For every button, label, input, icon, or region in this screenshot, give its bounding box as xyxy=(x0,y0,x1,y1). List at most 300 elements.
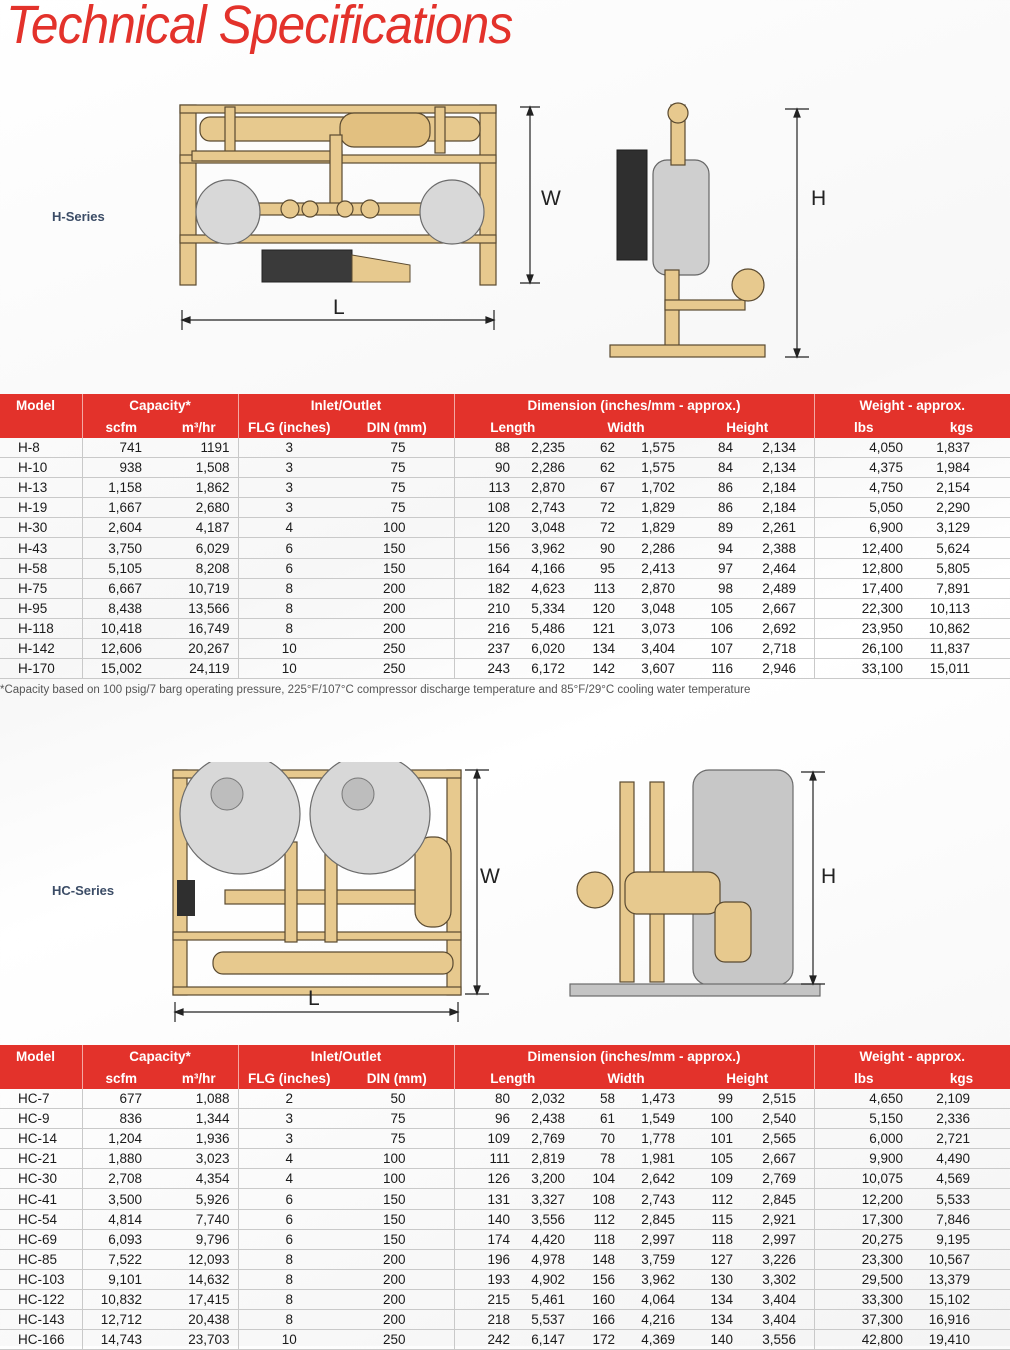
h-header-length: Length xyxy=(454,416,571,438)
h-length-label: L xyxy=(333,296,345,319)
table-cell: 20,438 xyxy=(188,1312,230,1328)
table-cell: 12,800 xyxy=(814,558,913,578)
h-header-lbs: lbs xyxy=(814,416,913,438)
table-row xyxy=(0,1249,1010,1269)
table-cell: 3,302 xyxy=(762,1271,796,1287)
table-cell: H-13 xyxy=(18,480,48,496)
table-cell: 156 xyxy=(454,538,516,558)
hc-header-weight: Weight - approx. xyxy=(814,1045,1010,1067)
table-cell: 250 xyxy=(382,640,406,656)
table-cell: HC-7 xyxy=(18,1091,50,1107)
table-cell: 70 xyxy=(599,1131,615,1147)
table-cell: 2,870 xyxy=(641,580,675,596)
table-cell: 33,100 xyxy=(814,659,913,679)
table-cell: 86 xyxy=(717,480,733,496)
table-cell: 150 xyxy=(382,1191,406,1207)
table-cell: HC-41 xyxy=(18,1191,58,1207)
table-cell: HC-30 xyxy=(18,1171,58,1187)
table-cell: 250 xyxy=(382,661,406,677)
table-cell: 12,712 xyxy=(82,1310,160,1330)
table-cell: 127 xyxy=(710,1251,733,1267)
table-row xyxy=(0,518,1010,538)
table-cell: 3 xyxy=(238,478,340,498)
table-cell: 3,500 xyxy=(82,1189,160,1209)
table-cell: HC-9 xyxy=(18,1111,50,1127)
table-cell: 2,743 xyxy=(531,500,565,516)
table-cell: 12,200 xyxy=(814,1189,913,1209)
table-cell: 200 xyxy=(382,600,406,616)
hc-header-inlet: Inlet/Outlet xyxy=(238,1045,454,1067)
table-row xyxy=(0,1089,1010,1109)
table-cell: 109 xyxy=(454,1129,516,1149)
table-cell: H-19 xyxy=(18,500,48,516)
table-cell: 7,522 xyxy=(82,1249,160,1269)
table-cell: 2,769 xyxy=(762,1171,796,1187)
table-cell: 115 xyxy=(711,1211,733,1227)
table-cell: 7,846 xyxy=(936,1211,970,1227)
table-row xyxy=(0,1129,1010,1149)
h-header-din: DIN (mm) xyxy=(366,419,427,435)
table-cell: 2,515 xyxy=(762,1091,796,1107)
table-cell: 75 xyxy=(390,500,406,516)
table-cell: H-30 xyxy=(18,520,48,536)
h-series-side-diagram xyxy=(605,95,820,365)
table-cell: 2,819 xyxy=(531,1151,565,1167)
hc-series-front-diagram xyxy=(165,762,490,1024)
table-cell: 1,344 xyxy=(195,1111,230,1127)
table-cell: 200 xyxy=(382,620,406,636)
table-cell: 10,418 xyxy=(82,618,160,638)
table-cell: 9,195 xyxy=(936,1231,970,1247)
table-cell: 12,093 xyxy=(188,1251,230,1267)
table-cell: 118 xyxy=(593,1231,615,1247)
h-width-label: W xyxy=(541,187,561,210)
table-cell: 2,286 xyxy=(641,540,675,556)
table-row xyxy=(0,438,1010,458)
table-cell: 99 xyxy=(717,1091,733,1107)
table-cell: 164 xyxy=(454,558,516,578)
table-cell: 2 xyxy=(238,1089,340,1109)
table-cell: 62 xyxy=(599,460,615,476)
table-cell: 9,900 xyxy=(814,1149,913,1169)
table-cell: H-10 xyxy=(18,460,48,476)
table-cell: H-142 xyxy=(18,640,55,656)
table-cell: 58 xyxy=(599,1091,615,1107)
table-cell: HC-166 xyxy=(18,1332,65,1348)
table-cell: 5,624 xyxy=(936,540,970,556)
table-cell: 12,400 xyxy=(814,538,913,558)
table-cell: 42,800 xyxy=(814,1330,913,1350)
hc-header-width: Width xyxy=(607,1070,645,1086)
table-cell: 20,267 xyxy=(188,640,230,656)
capacity-footnote: *Capacity based on 100 psig/7 barg operating pressure, 225°F/107°C compressor discharge temperature and 85°F/29°C cooling water temperature xyxy=(0,684,751,696)
h-header-height: Height xyxy=(726,419,769,435)
table-cell: 200 xyxy=(382,580,406,596)
table-cell: 104 xyxy=(592,1171,615,1187)
table-cell: 97 xyxy=(717,560,733,576)
table-cell: 5,926 xyxy=(195,1191,230,1207)
table-cell: 6,020 xyxy=(531,640,565,656)
table-cell: 5,805 xyxy=(936,560,970,576)
table-cell: 2,870 xyxy=(531,480,565,496)
h-series-front-diagram xyxy=(170,95,540,335)
table-cell: 5,105 xyxy=(82,558,160,578)
table-cell: 17,400 xyxy=(814,578,913,598)
table-cell: 2,154 xyxy=(936,480,970,496)
table-cell: 150 xyxy=(382,1211,406,1227)
table-cell: 100 xyxy=(382,1151,406,1167)
table-cell: 4 xyxy=(238,1169,340,1189)
table-cell: 10,719 xyxy=(188,580,230,596)
table-cell: 118 xyxy=(711,1231,733,1247)
table-cell: 3,759 xyxy=(641,1251,675,1267)
table-cell: 9,796 xyxy=(195,1231,230,1247)
table-cell: 62 xyxy=(599,440,615,456)
table-cell: 3 xyxy=(238,438,340,458)
table-cell: 2,845 xyxy=(762,1191,796,1207)
table-cell: 10,567 xyxy=(928,1251,970,1267)
table-cell: 3,962 xyxy=(531,540,565,556)
table-cell: 4,354 xyxy=(195,1171,230,1187)
table-row xyxy=(0,498,1010,518)
table-cell: 75 xyxy=(390,460,406,476)
table-cell: 108 xyxy=(592,1191,615,1207)
table-cell: 17,300 xyxy=(814,1209,913,1229)
table-cell: 15,102 xyxy=(928,1291,970,1307)
table-cell: 7,891 xyxy=(936,580,970,596)
table-cell: 4,978 xyxy=(531,1251,565,1267)
table-cell: 120 xyxy=(592,600,615,616)
table-cell: 15,002 xyxy=(82,659,160,679)
table-cell: 100 xyxy=(382,1171,406,1187)
table-cell: 4,420 xyxy=(531,1231,565,1247)
table-cell: 2,708 xyxy=(82,1169,160,1189)
table-cell: 2,413 xyxy=(641,560,675,576)
table-cell: 3,962 xyxy=(641,1271,675,1287)
table-row xyxy=(0,578,1010,598)
hc-height-label: H xyxy=(821,865,837,888)
table-row xyxy=(0,1209,1010,1229)
table-cell: 6,900 xyxy=(814,518,913,538)
table-cell: HC-122 xyxy=(18,1291,65,1307)
table-cell: 1,204 xyxy=(82,1129,160,1149)
table-cell: 2,743 xyxy=(641,1191,675,1207)
table-cell: 1,667 xyxy=(82,498,160,518)
table-cell: 1,829 xyxy=(641,520,675,536)
table-cell: HC-69 xyxy=(18,1231,58,1247)
table-cell: 2,565 xyxy=(762,1131,796,1147)
table-cell: 1,549 xyxy=(641,1111,675,1127)
table-row xyxy=(0,618,1010,638)
table-row xyxy=(0,558,1010,578)
table-cell: 13,566 xyxy=(188,600,230,616)
table-row xyxy=(0,1149,1010,1169)
table-cell: 78 xyxy=(599,1151,615,1167)
table-cell: 6 xyxy=(238,1229,340,1249)
table-cell: 1,575 xyxy=(641,440,675,456)
table-cell: 3,404 xyxy=(762,1312,796,1328)
h-header-flg: FLG (inches) xyxy=(238,416,340,438)
table-cell: 84 xyxy=(717,440,733,456)
table-cell: 3,327 xyxy=(531,1191,565,1207)
table-cell: HC-103 xyxy=(18,1271,65,1287)
table-cell: 1,158 xyxy=(82,478,160,498)
table-row xyxy=(0,1330,1010,1350)
table-cell: 210 xyxy=(454,598,516,618)
table-cell: 10,832 xyxy=(82,1289,160,1309)
table-cell: 72 xyxy=(599,520,615,536)
table-cell: 96 xyxy=(454,1109,516,1129)
table-cell: 75 xyxy=(390,1111,406,1127)
table-cell: 109 xyxy=(710,1171,733,1187)
table-cell: 1,702 xyxy=(641,480,675,496)
table-cell: 200 xyxy=(382,1271,406,1287)
table-cell: H-43 xyxy=(18,540,48,556)
table-cell: 108 xyxy=(454,498,516,518)
table-cell: 2,667 xyxy=(762,1151,796,1167)
table-cell: 836 xyxy=(82,1109,160,1129)
table-cell: 26,100 xyxy=(814,638,913,658)
table-cell: 131 xyxy=(454,1189,516,1209)
table-cell: 16,749 xyxy=(188,620,230,636)
table-cell: 50 xyxy=(390,1091,406,1107)
table-cell: 3 xyxy=(238,1129,340,1149)
table-row xyxy=(0,538,1010,558)
table-cell: 116 xyxy=(711,661,733,677)
h-header-capacity: Capacity* xyxy=(82,394,238,416)
table-cell: 3,023 xyxy=(195,1151,230,1167)
table-cell: 3,556 xyxy=(531,1211,565,1227)
table-cell: 1,473 xyxy=(641,1091,675,1107)
hc-header-capacity: Capacity* xyxy=(82,1045,238,1067)
table-cell: 19,410 xyxy=(928,1332,970,1348)
table-cell: 3,200 xyxy=(531,1171,565,1187)
table-cell: 9,101 xyxy=(82,1269,160,1289)
table-cell: 15,011 xyxy=(929,661,970,677)
table-cell: 2,769 xyxy=(531,1131,565,1147)
table-cell: 8 xyxy=(238,1269,340,1289)
table-row xyxy=(0,458,1010,478)
hc-header-height: Height xyxy=(726,1070,769,1086)
table-cell: 10,862 xyxy=(928,620,970,636)
table-cell: 4,902 xyxy=(531,1271,565,1287)
table-cell: 8 xyxy=(238,1289,340,1309)
table-cell: 33,300 xyxy=(814,1289,913,1309)
h-header-width: Width xyxy=(607,419,645,435)
table-cell: H-170 xyxy=(18,661,55,677)
table-cell: 938 xyxy=(82,458,160,478)
table-cell: 2,921 xyxy=(762,1211,796,1227)
table-cell: 196 xyxy=(454,1249,516,1269)
table-cell: 3,073 xyxy=(641,620,675,636)
table-cell: 5,150 xyxy=(814,1109,913,1129)
h-header-weight: Weight - approx. xyxy=(814,394,1010,416)
hc-header-length: Length xyxy=(454,1067,571,1089)
table-cell: 3,226 xyxy=(762,1251,796,1267)
table-cell: 75 xyxy=(390,480,406,496)
table-cell: H-58 xyxy=(18,560,48,576)
table-cell: 13,379 xyxy=(928,1271,970,1287)
table-cell: 95 xyxy=(599,560,615,576)
table-cell: HC-21 xyxy=(18,1151,58,1167)
table-cell: 243 xyxy=(454,659,516,679)
table-row xyxy=(0,1229,1010,1249)
table-cell: 250 xyxy=(382,1332,406,1348)
table-cell: 2,667 xyxy=(762,600,796,616)
table-cell: 10,075 xyxy=(814,1169,913,1189)
table-cell: 2,540 xyxy=(762,1111,796,1127)
table-cell: 121 xyxy=(592,620,615,636)
table-cell: 2,680 xyxy=(195,500,230,516)
table-cell: 5,334 xyxy=(531,600,565,616)
table-cell: 150 xyxy=(382,560,406,576)
table-cell: 200 xyxy=(382,1312,406,1328)
table-cell: 3,048 xyxy=(531,520,565,536)
table-cell: 6 xyxy=(238,1209,340,1229)
table-cell: 8,208 xyxy=(195,560,230,576)
table-cell: 8 xyxy=(238,618,340,638)
table-cell: 2,845 xyxy=(641,1211,675,1227)
table-cell: 8,438 xyxy=(82,598,160,618)
table-cell: 4,050 xyxy=(814,438,913,458)
table-row xyxy=(0,1109,1010,1129)
table-cell: 100 xyxy=(382,520,406,536)
table-cell: 112 xyxy=(593,1211,615,1227)
table-cell: 2,286 xyxy=(531,460,565,476)
table-cell: HC-85 xyxy=(18,1251,58,1267)
table-cell: 166 xyxy=(592,1312,615,1328)
table-cell: 1,880 xyxy=(82,1149,160,1169)
table-cell: 2,134 xyxy=(762,460,796,476)
hc-header-model: Model xyxy=(16,1048,55,1064)
table-cell: 10 xyxy=(238,638,340,658)
table-cell: 23,300 xyxy=(814,1249,913,1269)
table-cell: 89 xyxy=(717,520,733,536)
table-cell: 2,438 xyxy=(531,1111,565,1127)
table-row xyxy=(0,638,1010,658)
table-cell: 14,743 xyxy=(82,1330,160,1350)
table-cell: 6,667 xyxy=(82,578,160,598)
table-cell: 3,607 xyxy=(641,661,675,677)
table-cell: 111 xyxy=(454,1149,516,1169)
table-cell: 75 xyxy=(390,440,406,456)
table-cell: 156 xyxy=(592,1271,615,1287)
table-cell: 29,500 xyxy=(814,1269,913,1289)
table-cell: 6,093 xyxy=(82,1229,160,1249)
table-cell: 75 xyxy=(390,1131,406,1147)
table-cell: 112 xyxy=(711,1191,733,1207)
h-series-spec-table xyxy=(0,394,1010,679)
table-cell: 2,388 xyxy=(762,540,796,556)
table-cell: HC-14 xyxy=(18,1131,58,1147)
h-header-scfm: scfm xyxy=(82,416,160,438)
table-cell: 134 xyxy=(710,1291,733,1307)
table-cell: 2,692 xyxy=(762,620,796,636)
table-cell: 4,187 xyxy=(195,520,230,536)
h-header-model: Model xyxy=(16,397,55,413)
table-cell: 2,290 xyxy=(936,500,970,516)
h-height-label: H xyxy=(811,187,827,210)
hc-header-kgs: kgs xyxy=(949,1070,974,1086)
table-row xyxy=(0,1289,1010,1309)
table-cell: 4 xyxy=(238,518,340,538)
table-cell: 8 xyxy=(238,578,340,598)
table-row xyxy=(0,1189,1010,1209)
table-cell: 113 xyxy=(593,580,615,596)
table-cell: 113 xyxy=(454,478,516,498)
table-cell: 130 xyxy=(710,1271,733,1287)
table-cell: 2,184 xyxy=(762,480,796,496)
table-cell: 237 xyxy=(454,638,516,658)
table-cell: 2,261 xyxy=(762,520,796,536)
table-cell: 3,048 xyxy=(641,600,675,616)
table-cell: 37,300 xyxy=(814,1310,913,1330)
table-cell: 3,129 xyxy=(936,520,970,536)
table-cell: 2,489 xyxy=(762,580,796,596)
table-cell: 20,275 xyxy=(814,1229,913,1249)
table-cell: 6 xyxy=(238,558,340,578)
table-cell: 4,166 xyxy=(531,560,565,576)
table-cell: 1,981 xyxy=(641,1151,675,1167)
table-cell: 1,829 xyxy=(641,500,675,516)
table-cell: 6 xyxy=(238,1189,340,1209)
table-cell: 2,464 xyxy=(762,560,796,576)
table-cell: H-95 xyxy=(18,600,48,616)
table-cell: 3 xyxy=(238,1109,340,1129)
table-cell: H-8 xyxy=(18,440,40,456)
table-cell: 90 xyxy=(599,540,615,556)
table-cell: 6,029 xyxy=(195,540,230,556)
table-cell: 2,718 xyxy=(762,640,796,656)
hc-header-lbs: lbs xyxy=(814,1067,913,1089)
table-cell: 100 xyxy=(710,1111,733,1127)
table-cell: 5,537 xyxy=(531,1312,565,1328)
table-cell: 1,778 xyxy=(641,1131,675,1147)
table-cell: HC-143 xyxy=(18,1312,65,1328)
table-cell: 4,750 xyxy=(814,478,913,498)
table-cell: 98 xyxy=(717,580,733,596)
table-cell: 16,916 xyxy=(928,1312,970,1328)
table-cell: 120 xyxy=(454,518,516,538)
table-cell: 3,750 xyxy=(82,538,160,558)
table-cell: 94 xyxy=(717,540,733,556)
table-cell: H-118 xyxy=(18,620,54,636)
table-cell: 2,032 xyxy=(531,1091,565,1107)
table-cell: 741 xyxy=(82,438,160,458)
table-cell: 17,415 xyxy=(188,1291,230,1307)
table-cell: 101 xyxy=(710,1131,733,1147)
table-cell: 105 xyxy=(710,1151,733,1167)
table-cell: 1,936 xyxy=(195,1131,230,1147)
table-cell: 5,533 xyxy=(936,1191,970,1207)
table-cell: 84 xyxy=(717,460,733,476)
table-cell: 3,556 xyxy=(762,1332,796,1348)
table-cell: 1191 xyxy=(200,440,230,456)
table-cell: 5,461 xyxy=(531,1291,565,1307)
table-cell: 677 xyxy=(82,1089,160,1109)
hc-width-label: W xyxy=(480,865,500,888)
h-header-m3hr: m³/hr xyxy=(181,419,216,435)
table-cell: 218 xyxy=(454,1310,516,1330)
table-cell: 23,950 xyxy=(814,618,913,638)
table-cell: 14,632 xyxy=(188,1271,230,1287)
table-cell: 4,064 xyxy=(641,1291,675,1307)
table-cell: 80 xyxy=(454,1089,516,1109)
table-cell: 10,113 xyxy=(929,600,970,616)
table-cell: 24,119 xyxy=(189,661,230,677)
hc-series-spec-table xyxy=(0,1045,1010,1350)
table-cell: 134 xyxy=(710,1312,733,1328)
